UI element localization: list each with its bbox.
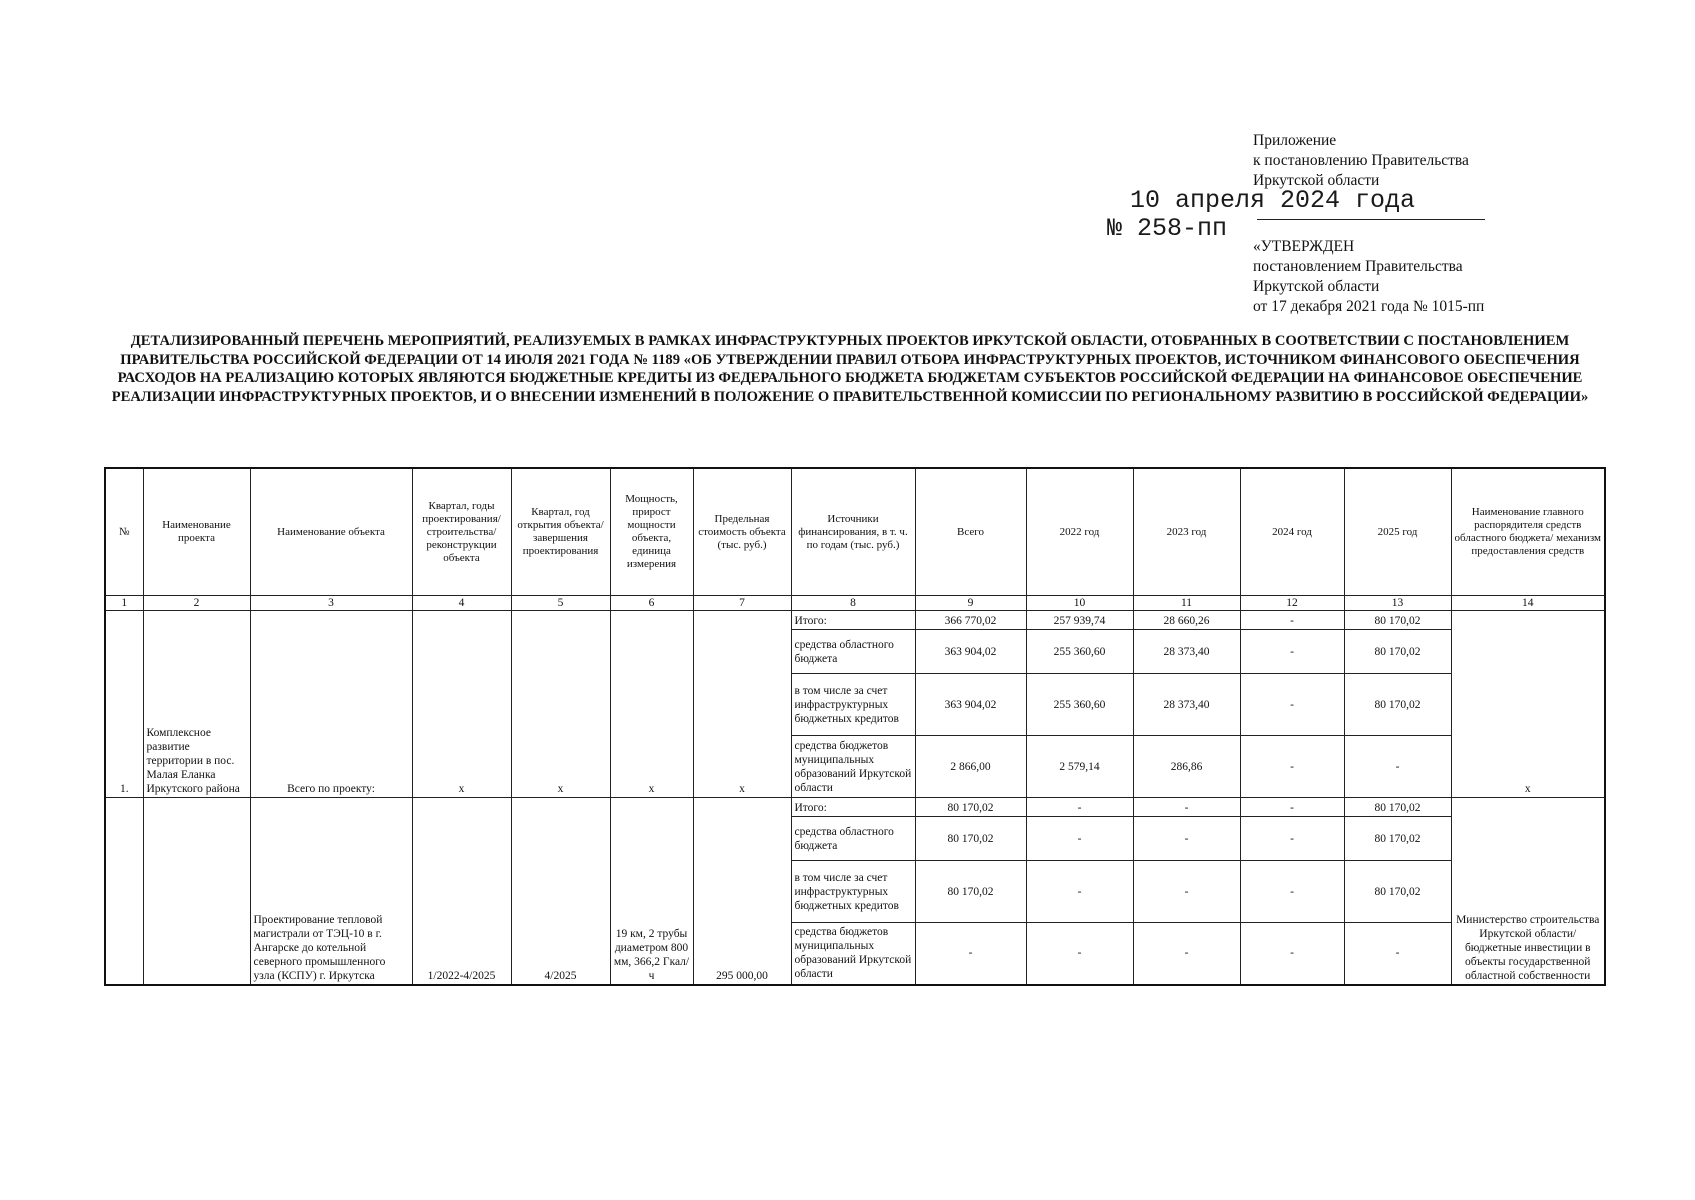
amount-2025: - [1344, 923, 1451, 985]
document-title: ДЕТАЛИЗИРОВАННЫЙ ПЕРЕЧЕНЬ МЕРОПРИЯТИЙ, РЕАЛИЗУЕМЫХ В РАМКАХ ИНФРАСТРУКТУРНЫХ ПРОЕКТОВ ИРКУТСКОЙ ОБЛАСТИ, ОТОБРАННЫХ В СООТВЕТСТВИИ С ПОСТАНОВЛЕНИЕМ ПРАВИТЕЛЬСТВА РОССИЙСКОЙ ФЕДЕРАЦИИ ОТ 14 ИЮЛЯ 2021 ГОДА № 1189 «ОБ УТВЕРЖДЕНИИ ПРАВИЛ ОТБОРА ИНФРАСТРУКТУРНЫХ ПРОЕКТОВ, ИСТОЧНИКОМ ФИНАНСОВОГО ОБЕСПЕЧЕНИЯ РАСХОДОВ НА РЕАЛИЗАЦИЮ КОТОРЫХ ЯВЛЯЮТСЯ БЮДЖЕТНЫЕ КРЕДИТЫ ИЗ ФЕДЕРАЛЬНОГО БЮДЖЕТА БЮДЖЕТАМ СУБЪЕКТОВ РОССИЙСКОЙ ФЕДЕРАЦИИ НА ФИНАНСОВОЕ ОБЕСПЕЧЕНИЕ РЕАЛИЗАЦИИ ИНФРАСТРУКТУРНЫХ ПРОЕКТОВ, И О ВНЕСЕНИИ ИЗМЕНЕНИЙ В ПОЛОЖЕНИЕ О ПРАВИТЕЛЬСТВЕННОЙ КОМИССИИ ПО РЕГИОНАЛЬНОМУ РАЗВИТИЮ В РОССИЙСКОЙ ФЕДЕРАЦИИ» [111, 333, 1589, 405]
appendix-line: Иркутской области [1253, 172, 1380, 189]
appendix-line: Приложение [1253, 132, 1337, 149]
header-2024: 2024 год [1240, 468, 1344, 596]
amount-2023: 28 660,26 [1133, 611, 1240, 630]
amount-2023: - [1133, 861, 1240, 923]
project-name: Комплексное развитие территории в пос. Малая Еланка Иркутского района [143, 611, 250, 798]
column-number: 6 [610, 596, 693, 611]
table-row [105, 611, 1605, 630]
approved-block [1253, 237, 1673, 317]
amount-2022: 255 360,60 [1026, 674, 1133, 736]
appendix-line: к постановлению Правительства [1253, 152, 1469, 169]
open-period: 4/2025 [511, 798, 610, 985]
budget-manager: х [1451, 611, 1605, 798]
amount-2022: 2 579,14 [1026, 736, 1133, 798]
cost-limit: 295 000,00 [693, 798, 791, 985]
amount-2024: - [1240, 923, 1344, 985]
approved-line: «УТВЕРЖДЕН [1253, 238, 1355, 255]
amount-total: 80 170,02 [915, 798, 1026, 817]
approved-line: Иркутской области [1253, 278, 1380, 295]
header-2023: 2023 год [1133, 468, 1240, 596]
capacity: х [610, 611, 693, 798]
column-number: 3 [250, 596, 412, 611]
column-number: 1 [105, 596, 143, 611]
funding-source: в том числе за счет инфраструктурных бюджетных кредитов [791, 674, 915, 736]
budget-manager: Министерство строительства Иркутской области/ бюджетные инвестиции в объекты государственной областной собственности [1451, 798, 1605, 985]
row-number: 1. [105, 611, 143, 798]
header-project: Наименование проекта [143, 468, 250, 596]
header-total: Всего [915, 468, 1026, 596]
amount-total: - [915, 923, 1026, 985]
column-number: 5 [511, 596, 610, 611]
amount-2024: - [1240, 674, 1344, 736]
amount-2025: 80 170,02 [1344, 611, 1451, 630]
header-cost: Предельная стоимость объекта (тыс. руб.) [693, 468, 791, 596]
column-number: 9 [915, 596, 1026, 611]
amount-2023: 28 373,40 [1133, 674, 1240, 736]
amount-2024: - [1240, 630, 1344, 674]
header-manager: Наименование главного распорядителя средств областного бюджета/ механизм предоставления средств [1451, 468, 1605, 596]
header-2022: 2022 год [1026, 468, 1133, 596]
column-number: 8 [791, 596, 915, 611]
header-object: Наименование объекта [250, 468, 412, 596]
cost-limit: х [693, 611, 791, 798]
amount-2025: - [1344, 736, 1451, 798]
header-open-period: Квартал, год открытия объекта/ завершения проектирования [511, 468, 610, 596]
appendix-block [1253, 131, 1673, 191]
amount-2024: - [1240, 817, 1344, 861]
funding-source: средства областного бюджета [791, 630, 915, 674]
amount-total: 80 170,02 [915, 861, 1026, 923]
amount-2024: - [1240, 611, 1344, 630]
amount-2025: 80 170,02 [1344, 798, 1451, 817]
amount-2025: 80 170,02 [1344, 674, 1451, 736]
row-number [105, 798, 143, 985]
amount-2022: - [1026, 817, 1133, 861]
amount-total: 366 770,02 [915, 611, 1026, 630]
amount-2022: 257 939,74 [1026, 611, 1133, 630]
measures-table-wrapper [104, 467, 1606, 986]
table-header-row [105, 468, 1605, 596]
amount-2024: - [1240, 736, 1344, 798]
column-number: 12 [1240, 596, 1344, 611]
amount-total: 80 170,02 [915, 817, 1026, 861]
column-number: 13 [1344, 596, 1451, 611]
funding-source: Итого: [791, 611, 915, 630]
measures-table [104, 467, 1606, 986]
header-num: № [105, 468, 143, 596]
header-2025: 2025 год [1344, 468, 1451, 596]
amount-2023: 286,86 [1133, 736, 1240, 798]
amount-2023: - [1133, 817, 1240, 861]
amount-2023: - [1133, 798, 1240, 817]
object-name: Всего по проекту: [250, 611, 412, 798]
amount-total: 363 904,02 [915, 630, 1026, 674]
amount-2024: - [1240, 798, 1344, 817]
amount-2024: - [1240, 861, 1344, 923]
table-row [105, 798, 1605, 817]
amount-2022: - [1026, 798, 1133, 817]
header-design-period: Квартал, годы проектирования/строительства/ реконструкции объекта [412, 468, 511, 596]
approved-line: постановлением Правительства [1253, 258, 1463, 275]
column-number: 10 [1026, 596, 1133, 611]
project-name [143, 798, 250, 985]
funding-source: средства областного бюджета [791, 817, 915, 861]
amount-total: 363 904,02 [915, 674, 1026, 736]
amount-2022: 255 360,60 [1026, 630, 1133, 674]
amount-2023: - [1133, 923, 1240, 985]
header-sources: Источники финансирования, в т. ч. по годам (тыс. руб.) [791, 468, 915, 596]
amount-total: 2 866,00 [915, 736, 1026, 798]
design-period: 1/2022-4/2025 [412, 798, 511, 985]
approved-line: от 17 декабря 2021 года № 1015-пп [1253, 298, 1485, 315]
column-number: 14 [1451, 596, 1605, 611]
funding-source: в том числе за счет инфраструктурных бюджетных кредитов [791, 861, 915, 923]
column-numbers-row [105, 596, 1605, 611]
amount-2025: 80 170,02 [1344, 817, 1451, 861]
amount-2022: - [1026, 861, 1133, 923]
amount-2025: 80 170,02 [1344, 861, 1451, 923]
funding-source: Итого: [791, 798, 915, 817]
design-period: х [412, 611, 511, 798]
column-number: 11 [1133, 596, 1240, 611]
header-capacity: Мощность, прирост мощности объекта, единица измерения [610, 468, 693, 596]
amount-2022: - [1026, 923, 1133, 985]
funding-source: средства бюджетов муниципальных образований Иркутской области [791, 736, 915, 798]
column-number: 7 [693, 596, 791, 611]
open-period: х [511, 611, 610, 798]
amount-2023: 28 373,40 [1133, 630, 1240, 674]
amount-2025: 80 170,02 [1344, 630, 1451, 674]
column-number: 2 [143, 596, 250, 611]
decree-number-stamp: № 258-пп [1107, 214, 1228, 243]
decree-date-stamp: 10 апреля 2024 года [1130, 186, 1416, 215]
funding-source: средства бюджетов муниципальных образований Иркутской области [791, 923, 915, 985]
date-underline [1257, 219, 1485, 220]
object-name: Проектирование тепловой магистрали от ТЭЦ-10 в г. Ангарске до котельной северного промышленного узла (КСПУ) г. Иркутска [250, 798, 412, 985]
column-number: 4 [412, 596, 511, 611]
capacity: 19 км, 2 трубы диаметром 800 мм, 366,2 Гкал/ч [610, 798, 693, 985]
